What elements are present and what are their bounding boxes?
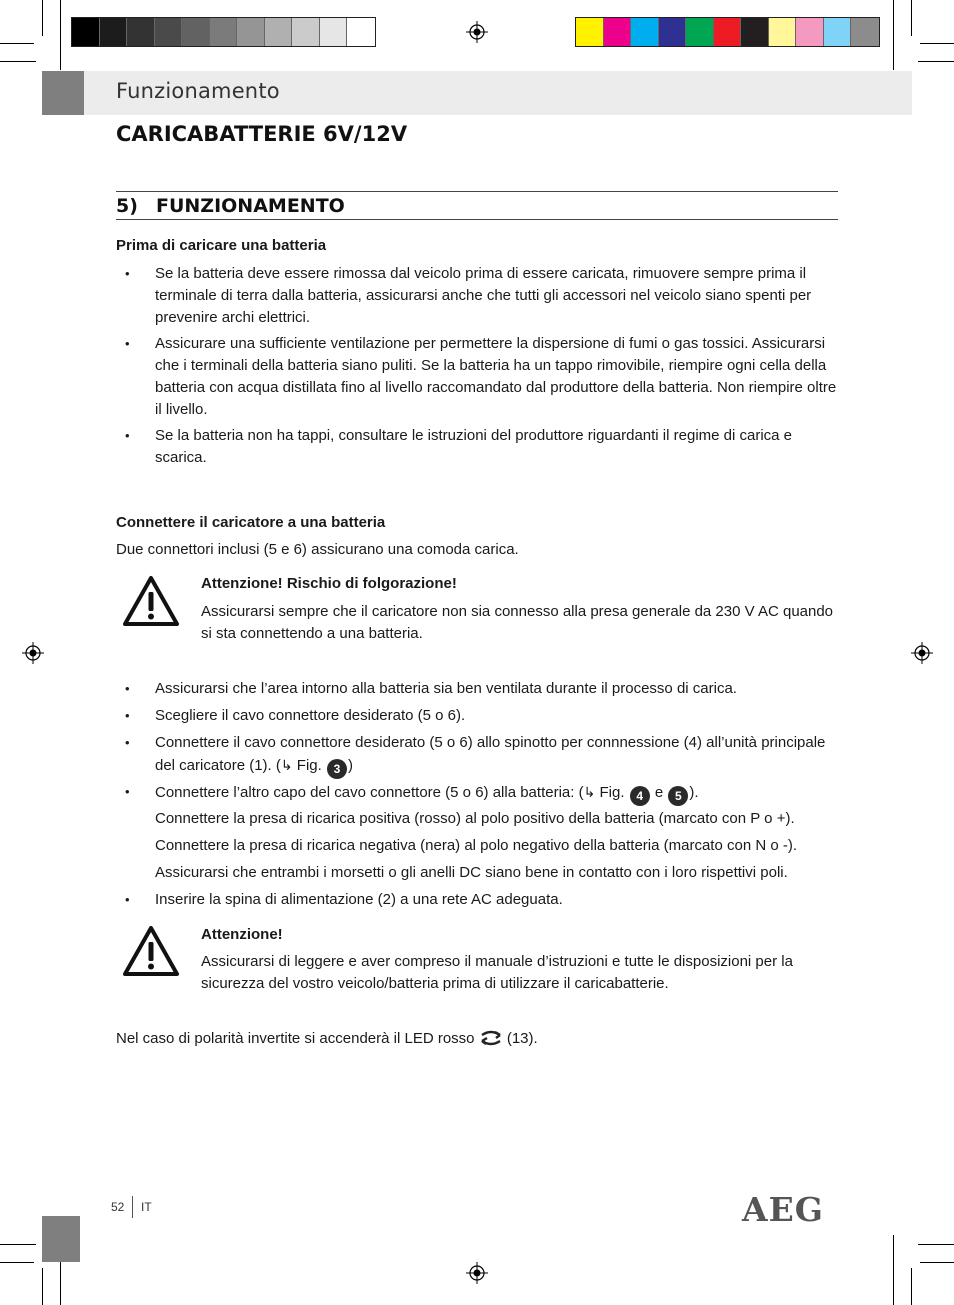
figure-label: Fig.: [296, 757, 322, 774]
list-item-text: Assicurare una sufficiente ventilazione per permettere la dispersione di fumi o gas tossici. Assicurarsi che i terminali della batteria siano puliti. Se la batteria ha un tappo rimovibile, riempire ogni cella della batteria con acqua distillata fino al livello raccomandato dal produttore della batteria. Non riempire oltre il livello.: [155, 335, 837, 418]
color-swatch: [347, 18, 375, 46]
document-title: CARICABATTERIE 6V/12V: [116, 122, 408, 146]
reverse-polarity-icon: [479, 1030, 503, 1046]
reference-arrow-icon: ↳: [280, 757, 293, 773]
color-swatch: [741, 18, 769, 46]
crop-mark: [0, 1262, 34, 1263]
language-code: IT: [141, 1200, 152, 1214]
list-item-text-part: ).: [689, 784, 699, 801]
list-item-text: [155, 781, 838, 806]
instruction-line-positive: Connettere la presa di ricarica positiva (rosso) al polo positivo della batteria (marcato con P o +).: [155, 810, 795, 827]
color-swatch: [237, 18, 265, 46]
crop-mark: [42, 1268, 43, 1305]
list-item: [116, 781, 838, 806]
color-swatch: [72, 18, 100, 46]
before-charging-heading: Prima di caricare una batteria: [116, 237, 327, 254]
figure-number-badge: 5: [668, 786, 688, 806]
registration-mark-icon: [22, 642, 44, 664]
instruction-line-contact: Assicurarsi che entrambi i morsetti o gli anelli DC siano bene in contatto con i loro rispettivi poli.: [155, 864, 788, 881]
crop-mark: [920, 43, 954, 44]
color-swatch: [659, 18, 687, 46]
list-item-text: Se la batteria deve essere rimossa dal veicolo prima di essere caricata, rimuovere sempre prima il terminale di terra dalla batteria, assicurarsi anche che tutti gli accessori nel veicolo siano spenti per prevenire archi elettrici.: [155, 265, 812, 326]
list-item-text-part: ): [347, 757, 353, 774]
color-swatch: [320, 18, 348, 46]
page-number: 52: [111, 1200, 125, 1214]
color-swatch: [100, 18, 128, 46]
bullet-dot: •: [125, 428, 130, 443]
warning-triangle-icon: [122, 925, 180, 977]
color-swatch: [686, 18, 714, 46]
crop-mark: [918, 1244, 954, 1245]
list-item-text-part: Connettere il cavo connettore desiderato (5 o 6) allo spinotto per connnessione (4) all’unità principale del caricatore (1). (: [155, 734, 826, 774]
color-swatch: [127, 18, 155, 46]
list-item: [116, 889, 838, 911]
polarity-note: [116, 1028, 538, 1050]
crop-mark: [42, 0, 43, 36]
list-item: [116, 732, 838, 779]
header-title: Funzionamento: [116, 79, 280, 103]
header-tab: [42, 71, 84, 115]
figure-number-badge: 4: [630, 786, 650, 806]
reference-arrow-icon: ↳: [583, 784, 596, 800]
list-item-text: Assicurarsi che l’area intorno alla batteria sia ben ventilata durante il processo di carica.: [155, 680, 737, 697]
color-swatch: [576, 18, 604, 46]
list-item-text: Inserire la spina di alimentazione (2) a una rete AC adeguata.: [155, 891, 563, 908]
footer-separator: [132, 1196, 133, 1218]
section-title: [116, 195, 345, 217]
brand-logo: AEG: [742, 1190, 824, 1229]
color-swatch: [155, 18, 183, 46]
list-item-text-part: e: [654, 784, 664, 801]
color-swatch: [714, 18, 742, 46]
warning-title: Attenzione!: [201, 926, 283, 943]
warning-title: Attenzione! Rischio di folgorazione!: [201, 575, 457, 592]
bullet-dot: •: [125, 735, 130, 750]
grey-swatch-strip: [71, 17, 376, 47]
warning-triangle-icon: [122, 575, 180, 627]
crop-mark: [0, 61, 36, 62]
section-rule-top: [116, 191, 838, 192]
list-item-text: [155, 732, 838, 779]
connect-heading: Connettere il caricatore a una batteria: [116, 514, 386, 531]
crop-mark: [893, 0, 894, 70]
list-item-text: Scegliere il cavo connettore desiderato (5 o 6).: [155, 707, 466, 724]
bullet-dot: •: [125, 708, 130, 723]
color-swatch-strip: [575, 17, 880, 47]
bullet-dot: •: [125, 681, 130, 696]
crop-mark: [0, 1244, 36, 1245]
list-item-text: Se la batteria non ha tappi, consultare le istruzioni del produttore riguardanti il regime di carica e scarica.: [155, 427, 793, 466]
crop-mark: [918, 61, 954, 62]
registration-mark-icon: [466, 1262, 488, 1284]
list-item: [116, 705, 838, 727]
color-swatch: [824, 18, 852, 46]
polarity-note-text: Nel caso di polarità invertite si accenderà il LED rosso: [116, 1030, 475, 1047]
color-swatch: [182, 18, 210, 46]
color-swatch: [769, 18, 797, 46]
crop-mark: [911, 0, 912, 36]
crop-mark: [60, 0, 61, 70]
registration-mark-icon: [911, 642, 933, 664]
color-swatch: [796, 18, 824, 46]
figure-number-badge: 3: [327, 759, 347, 779]
color-swatch: [604, 18, 632, 46]
warning-body: Assicurarsi di leggere e aver compreso il manuale d’istruzioni e tutte le disposizioni per la sicurezza del vostro veicolo/batteria prima di utilizzare il caricabatterie.: [201, 953, 793, 992]
list-item-text-part: Connettere l’altro capo del cavo connettore (5 o 6) alla batteria: (: [155, 784, 584, 801]
connect-intro: Due connettori inclusi (5 e 6) assicurano una comoda carica.: [116, 541, 519, 558]
color-swatch: [631, 18, 659, 46]
color-swatch: [292, 18, 320, 46]
list-item: [116, 263, 838, 329]
footer-tab: [42, 1216, 80, 1262]
bullet-dot: •: [125, 784, 130, 799]
bullet-dot: •: [125, 336, 130, 351]
section-number: 5): [116, 195, 138, 217]
list-item: [116, 333, 838, 421]
color-swatch: [210, 18, 238, 46]
color-swatch: [851, 18, 879, 46]
color-swatch: [265, 18, 293, 46]
crop-mark: [911, 1268, 912, 1305]
list-item: [116, 425, 838, 469]
crop-mark: [893, 1235, 894, 1305]
instruction-line-negative: Connettere la presa di ricarica negativa (nera) al polo negativo della batteria (marcato con N o -).: [155, 837, 797, 854]
bullet-dot: •: [125, 266, 130, 281]
registration-mark-icon: [466, 21, 488, 43]
polarity-note-reference: (13).: [506, 1030, 538, 1047]
crop-mark: [920, 1262, 954, 1263]
crop-mark: [0, 43, 34, 44]
section-title-text: FUNZIONAMENTO: [156, 195, 345, 217]
list-item: [116, 678, 838, 700]
bullet-dot: •: [125, 892, 130, 907]
figure-label: Fig.: [599, 784, 625, 801]
warning-body: Assicurarsi sempre che il caricatore non sia connesso alla presa generale da 230 V AC quando si sta connettendo a una batteria.: [201, 603, 834, 642]
section-rule-bottom: [116, 219, 838, 220]
